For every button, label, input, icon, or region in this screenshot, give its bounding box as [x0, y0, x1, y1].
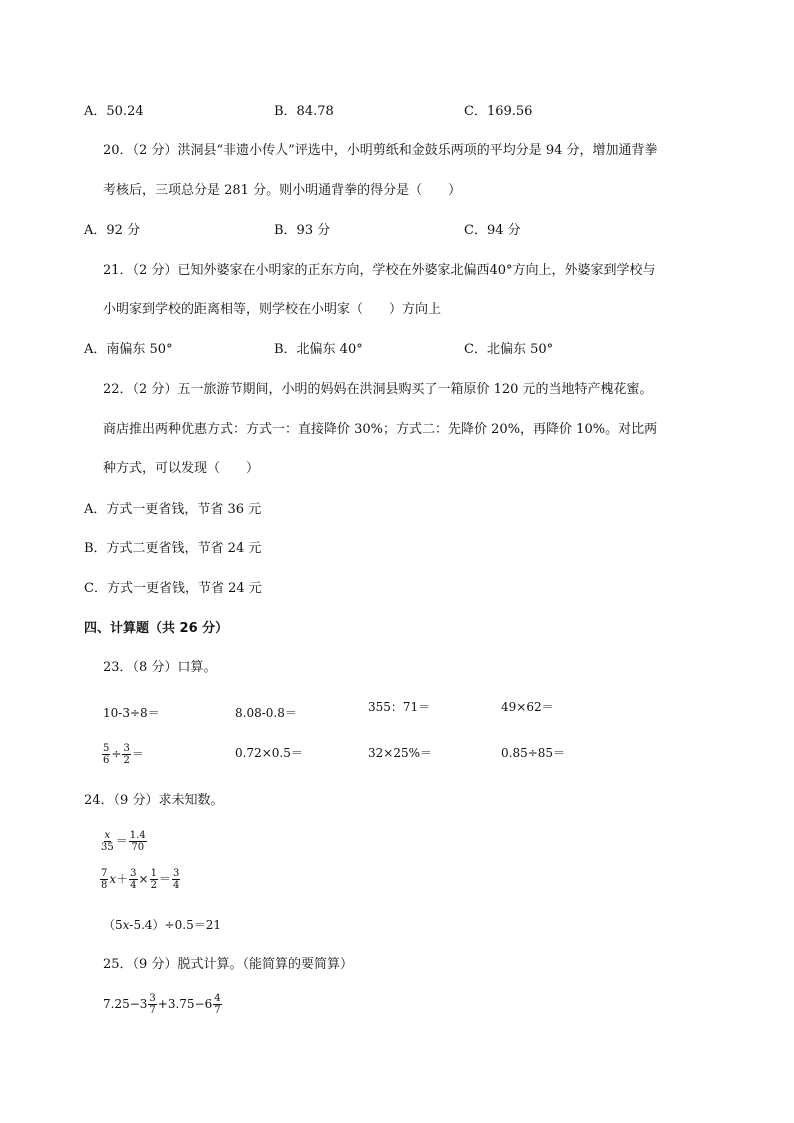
q21-option-b: B．北偏东 40°	[274, 342, 363, 357]
q22-line3: 种方式，可以发现（ ）	[103, 461, 260, 476]
q23-item-2: 8.08-0.8＝	[235, 706, 297, 720]
q23-item-4: 49×62＝	[501, 700, 554, 714]
q20-line2: 考核后，三项总分是 281 分。则小明通背拳的得分是（ ）	[103, 183, 462, 198]
q22-line1: 22．（2 分）五一旅游节期间，小明的妈妈在洪洞县购买了一箱原价 120 元的当地特产槐花蜜。	[103, 382, 653, 397]
q21-line2: 小明家到学校的距离相等，则学校在小明家（ ）方向上	[103, 302, 442, 317]
q24-equation-3: （5x-5.4）÷0.5＝21	[103, 918, 221, 932]
q19-option-c: C．169.56	[464, 104, 533, 119]
q19-option-a: A．50.24	[84, 104, 144, 119]
q25-title: 25．（9 分）脱式计算。（能简算的要简算）	[103, 957, 353, 972]
q20-option-b: B．93 分	[274, 223, 331, 238]
q22-line2: 商店推出两种优惠方式：方式一：直接降价 30%；方式二：先降价 20%，再降价 10%。对比两	[103, 422, 658, 437]
q23-item-6: 0.72×0.5＝	[235, 746, 303, 760]
q22-option-b: B．方式二更省钱，节省 24 元	[84, 541, 262, 556]
q21-line1: 21．（2 分）已知外婆家在小明家的正东方向，学校在外婆家北偏西40°方向上，外婆家到学校与	[103, 263, 656, 278]
q24-equation-2: $\frac{7}{8}$ x＋ $\frac{3}{4}$ × $\frac{1}{2}$ ＝ $\frac{3}{4}$	[101, 868, 180, 891]
q21-option-a: A．南偏东 50°	[84, 342, 173, 357]
q23-item-5: $\frac{5}{6}$ ÷ $\frac{3}{2}$ ＝	[103, 743, 144, 766]
q23-title: 23．（8 分）口算。	[103, 660, 217, 675]
q23-item-8: 0.85÷85＝	[501, 746, 566, 760]
q20-line1: 20．（2 分）洪洞县“非遗小传人”评选中，小明剪纸和金鼓乐两项的平均分是 94 分，增加通背拳	[103, 143, 658, 158]
q25-expression: 7.25−3 $\frac{3}{7}$ +3.75−6 $\frac{4}{7}$	[103, 993, 221, 1016]
q21-option-c: C．北偏东 50°	[464, 342, 554, 357]
q22-option-c: C．方式一更省钱，节省 24 元	[84, 581, 262, 596]
q20-option-a: A．92 分	[84, 223, 141, 238]
q20-option-c: C．94 分	[464, 223, 521, 238]
q23-item-3: 355：71＝	[368, 700, 431, 714]
section-title: 四、计算题（共 26 分）	[84, 621, 229, 636]
q22-option-a: A．方式一更省钱，节省 36 元	[84, 502, 262, 517]
q24-title: 24．（9 分）求未知数。	[84, 793, 224, 808]
q23-item-1: 10-3÷8＝	[103, 706, 160, 720]
q19-option-b: B．84.78	[274, 104, 334, 119]
q23-item-7: 32×25%＝	[368, 746, 432, 760]
q24-equation-1: $\frac{x}{35}$ ＝ $\frac{1.4}{70}$	[101, 830, 146, 853]
